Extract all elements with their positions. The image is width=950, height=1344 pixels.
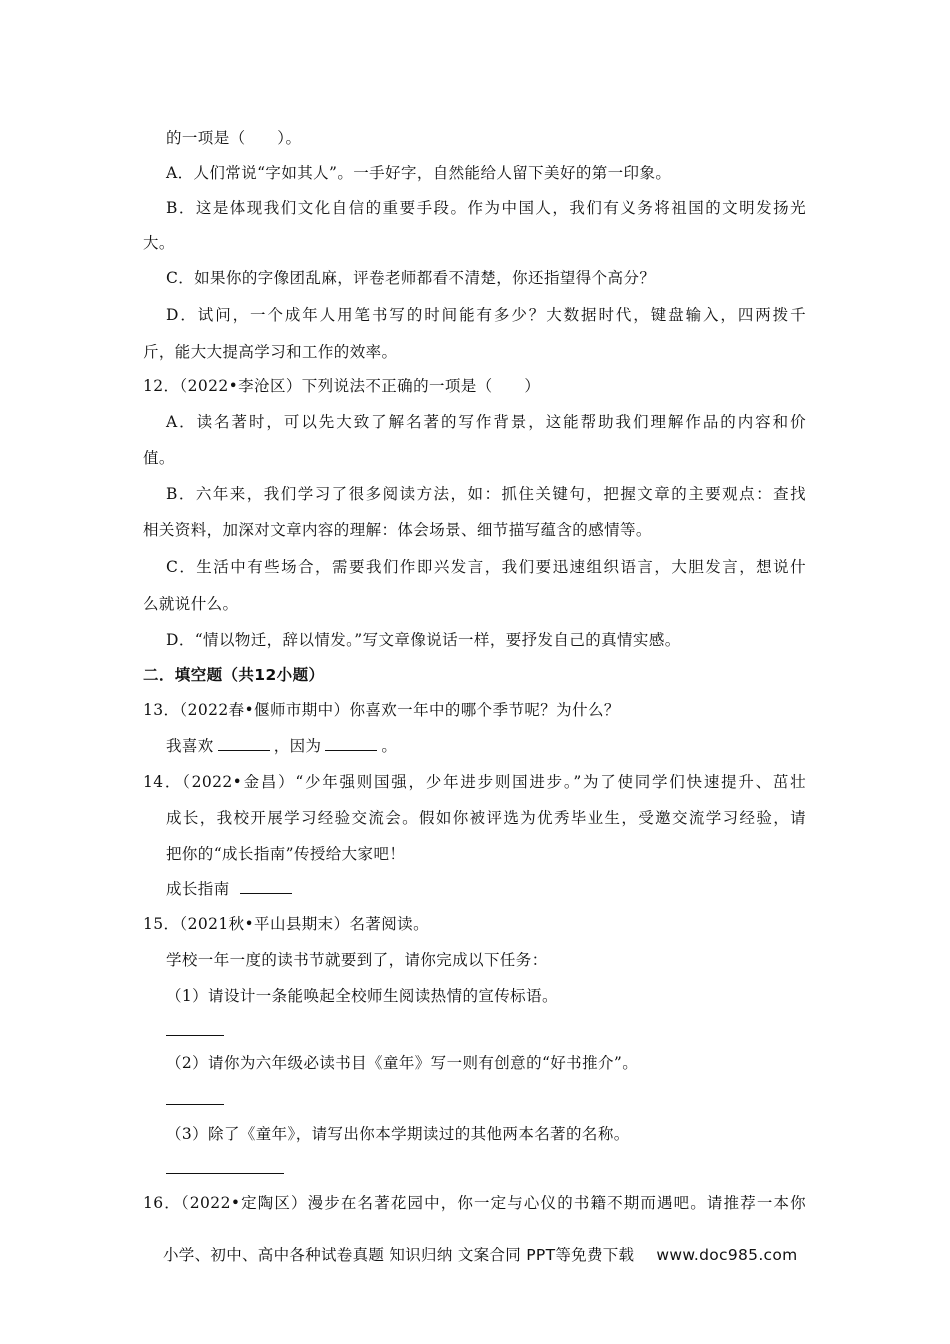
question-11-option-d: D．试问，一个成年人用笔书写的时间能有多少？大数据时代，键盘输入，四两拨千 [166, 306, 806, 324]
question-12-option-b-cont: 相关资料，加深对文章内容的理解：体会场景、细节描写蕴含的感情等。 [143, 521, 652, 539]
question-15-blank-1[interactable] [166, 1035, 224, 1036]
question-12-option-a-cont: 值。 [143, 449, 175, 467]
question-13-prefix: 我喜欢 [166, 737, 214, 755]
question-15-stem: 15．（2021秋•平山县期末）名著阅读。 [143, 915, 429, 933]
question-11-option-a: A．人们常说“字如其人”。一手好字，自然能给人留下美好的第一印象。 [166, 164, 672, 182]
question-15-blank-2[interactable] [166, 1104, 224, 1105]
question-12-option-a: A．读名著时，可以先大致了解名著的写作背景，这能帮助我们理解作品的内容和价 [166, 413, 806, 431]
question-13-suffix: 。 [381, 737, 398, 755]
question-15-task-3: （3）除了《童年》，请写出你本学期读过的其他两本名著的名称。 [166, 1125, 630, 1143]
question-13-answer-line [166, 736, 397, 756]
question-15-task-1: （1）请设计一条能唤起全校师生阅读热情的宣传标语。 [166, 987, 558, 1005]
footer-text: 小学、初中、高中各种试卷真题 知识归纳 文案合同 PPT等免费下载 [163, 1246, 635, 1264]
page-footer [163, 1245, 798, 1265]
question-14-stem: 14．（2022•金昌）“少年强则国强，少年进步则国进步。”为了使同学们快速提升、茁壮 [143, 773, 806, 791]
question-11-option-b-cont: 大。 [143, 234, 175, 252]
question-13-stem: 13．（2022春•偃师市期中）你喜欢一年中的哪个季节呢？为什么？ [143, 701, 620, 719]
question-13-blank-2[interactable] [325, 736, 377, 751]
question-13-middle: ，因为 [273, 737, 322, 755]
question-11-option-d-cont: 斤，能大大提高学习和工作的效率。 [143, 343, 398, 361]
question-12-option-d: D．“情以物迁，辞以情发。”写文章像说话一样，要抒发自己的真情实感。 [166, 631, 681, 649]
question-15-task-2: （2）请你为六年级必读书目《童年》写一则有创意的“好书推介”。 [166, 1054, 639, 1072]
question-12-option-c-cont: 么就说什么。 [143, 595, 239, 613]
question-11-stem-end: 的一项是（ ）。 [166, 129, 302, 147]
question-11-option-b: B．这是体现我们文化自信的重要手段。作为中国人，我们有义务将祖国的文明发扬光 [166, 199, 806, 217]
question-16-stem: 16．（2022•定陶区）漫步在名著花园中，你一定与心仪的书籍不期而遇吧。请推荐一本你 [143, 1194, 806, 1212]
question-15-blank-3[interactable] [166, 1173, 284, 1174]
footer-url[interactable]: www.doc985.com [656, 1246, 798, 1264]
question-13-blank-1[interactable] [218, 736, 270, 751]
question-14-label: 成长指南 [166, 880, 230, 898]
question-14-stem-cont-2: 把你的“成长指南”传授给大家吧！ [166, 845, 406, 863]
question-12-option-b: B．六年来，我们学习了很多阅读方法，如：抓住关键句，把握文章的主要观点：查找 [166, 485, 806, 503]
question-14-blank[interactable] [240, 879, 292, 894]
question-15-intro: 学校一年一度的读书节就要到了，请你完成以下任务： [166, 951, 548, 969]
question-14-answer-line [166, 879, 296, 899]
question-12-option-c: C．生活中有些场合，需要我们作即兴发言，我们要迅速组织语言，大胆发言，想说什 [166, 558, 806, 576]
section-heading-fill-in: 二．填空题（共12小题） [143, 666, 325, 684]
question-12-stem: 12．（2022•李沧区）下列说法不正确的一项是（ ） [143, 377, 541, 395]
question-14-stem-cont-1: 成长，我校开展学习经验交流会。假如你被评选为优秀毕业生，受邀交流学习经验，请 [166, 809, 806, 827]
question-11-option-c: C．如果你的字像团乱麻，评卷老师都看不清楚，你还指望得个高分？ [166, 269, 656, 287]
